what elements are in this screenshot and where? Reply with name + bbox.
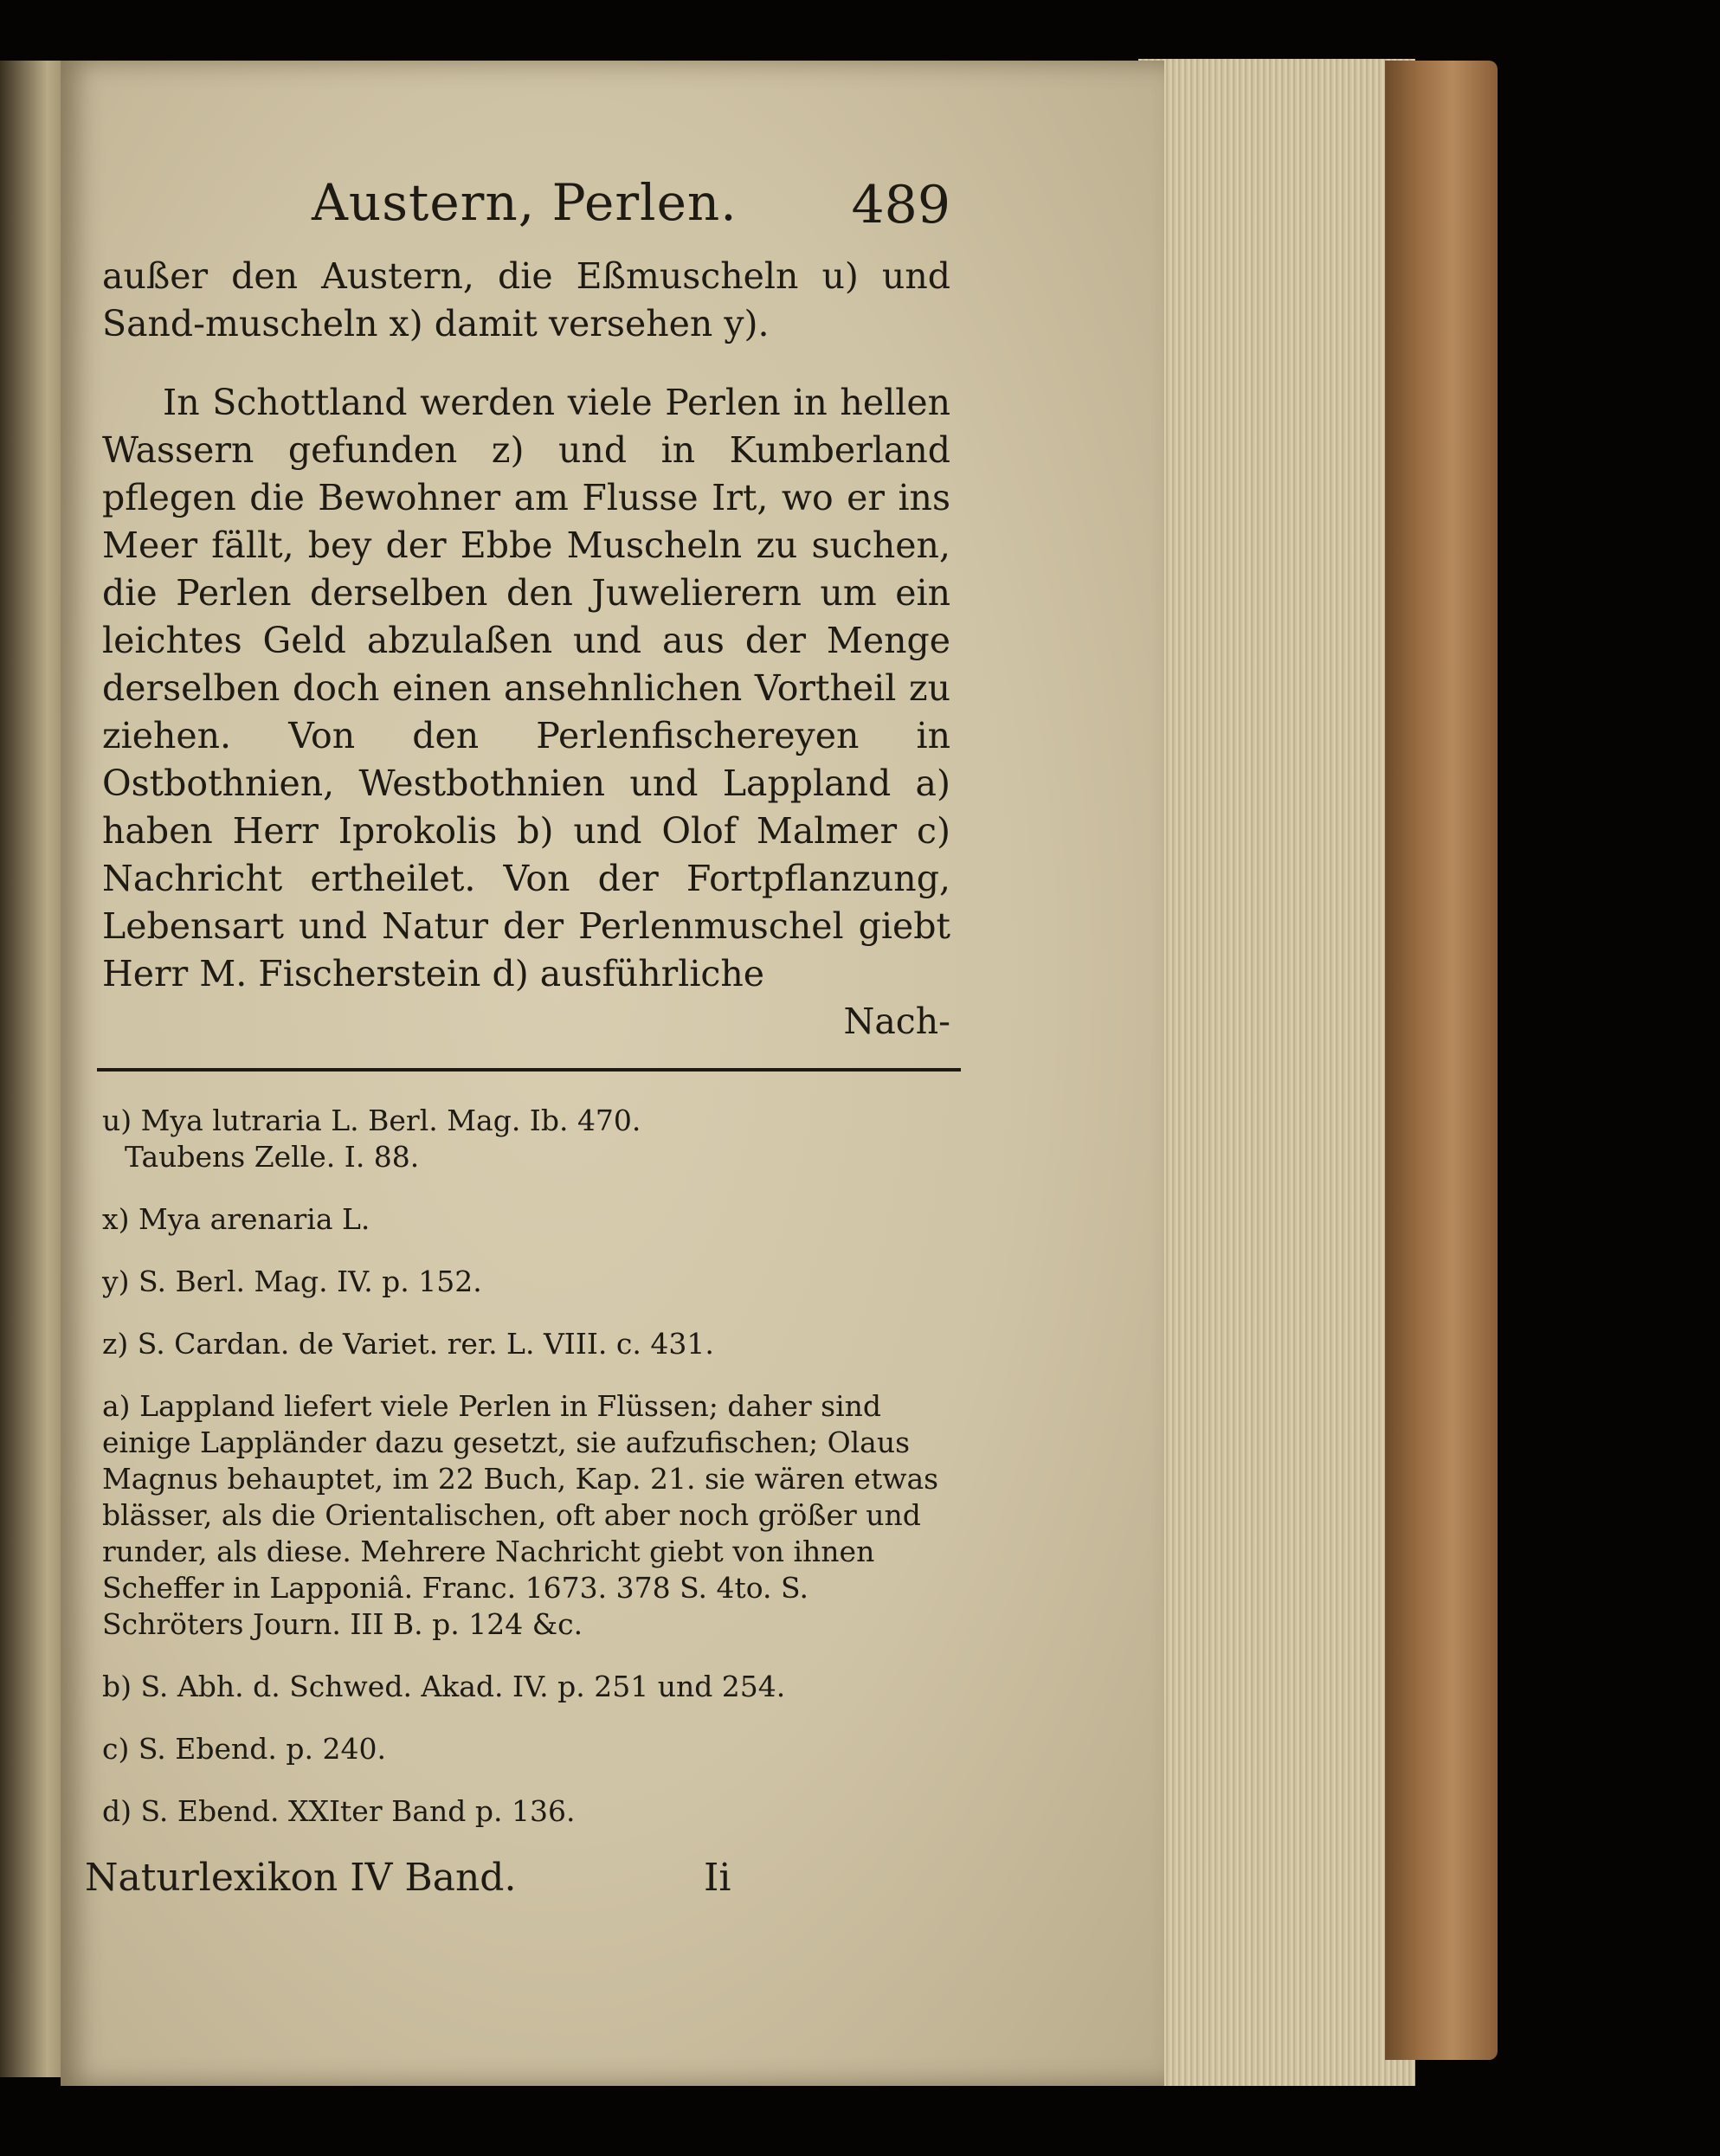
footnote-y [102,1264,950,1300]
footnote-text: S. Abh. d. Schwed. Akad. IV. p. 251 und 254. [140,1670,786,1703]
signature-mark: Ii [704,1856,731,1900]
footnote-text: Lappland liefert viele Perlen in Flüssen; daher sind einige Lappländer dazu gesetzt, sie aufzufischen; Olaus Magnus behauptet, im 22 Buch, Kap. 21. sie wären etwas blässer, als die Orientalischen, oft aber noch größer und runder, als diese. Mehrere Nachricht giebt von ihnen Scheffer in Lapponiâ. Franc. 1673. 378 S. 4to. S. Schröters Journ. III B. p. 124 &c. [102,1389,939,1641]
footnote-text: Mya arenaria L. [139,1202,370,1236]
footnote-b [102,1669,950,1705]
footnote-label: z) [102,1327,129,1361]
footnote-label: x) [102,1202,130,1236]
footnote-label: c) [102,1732,130,1766]
footnote-x [102,1201,950,1238]
page-number: 489 [851,175,950,235]
footnote-text: S. Berl. Mag. IV. p. 152. [139,1265,482,1298]
running-title: Austern, Perlen. [312,173,738,232]
footnotes [102,1103,950,1830]
footnote-a [102,1388,950,1643]
footnote-text: S. Cardan. de Variet. rer. L. VIII. c. 431. [137,1327,714,1361]
footnote-rule [97,1068,961,1072]
catchword: Nach- [843,1001,950,1042]
footnote-text: S. Ebend. XXIter Band p. 136. [140,1794,576,1828]
footnote-label: d) [102,1794,132,1828]
footnote-text: Mya lutraria L. Berl. Mag. Ib. 470. [140,1104,641,1137]
footnote-text: S. Ebend. p. 240. [138,1732,386,1766]
page-content [85,173,950,1908]
footnote-label: b) [102,1670,132,1703]
running-header [102,173,950,242]
footnote-continuation: Taubens Zelle. I. 88. [125,1140,420,1174]
book-cover [1385,61,1498,2060]
body-text [102,253,950,1046]
paragraph-continuation: außer den Austern, die Eßmuscheln u) und Sand-muscheln x) damit versehen y). [102,255,950,344]
page-block-edges [1138,59,1415,2086]
footnote-label: a) [102,1389,131,1423]
left-page-edge [0,61,68,2077]
signature-title: Naturlexikon IV Band. [85,1856,517,1900]
footnote-label: u) [102,1104,132,1137]
paragraph: In Schottland werden viele Perlen in hellen Wassern gefunden z) und in Kumberland pflegen die Bewohner am Flusse Irt, wo er ins Meer fällt, bey der Ebbe Muscheln zu suchen, die Perlen derselben den Juwelierern um ein leichtes Geld abzulaßen und aus der Menge derselben doch einen ansehnlichen Vortheil zu ziehen. Von den Perlenfischereyen in Ostbothnien, Westbothnien und Lappland a) haben Herr Iprokolis b) und Olof Malmer c) Nachricht ertheilet. Von der Fortpflanzung, Lebensart und Natur der Perlenmuschel giebt Herr M. Fischerstein d) ausführliche [102,382,950,994]
footnote-c [102,1731,950,1767]
footnote-z [102,1326,950,1362]
footnote-label: y) [102,1265,130,1298]
footnote-u [102,1103,950,1175]
page-footer [85,1856,950,1908]
footnote-d [102,1793,950,1830]
